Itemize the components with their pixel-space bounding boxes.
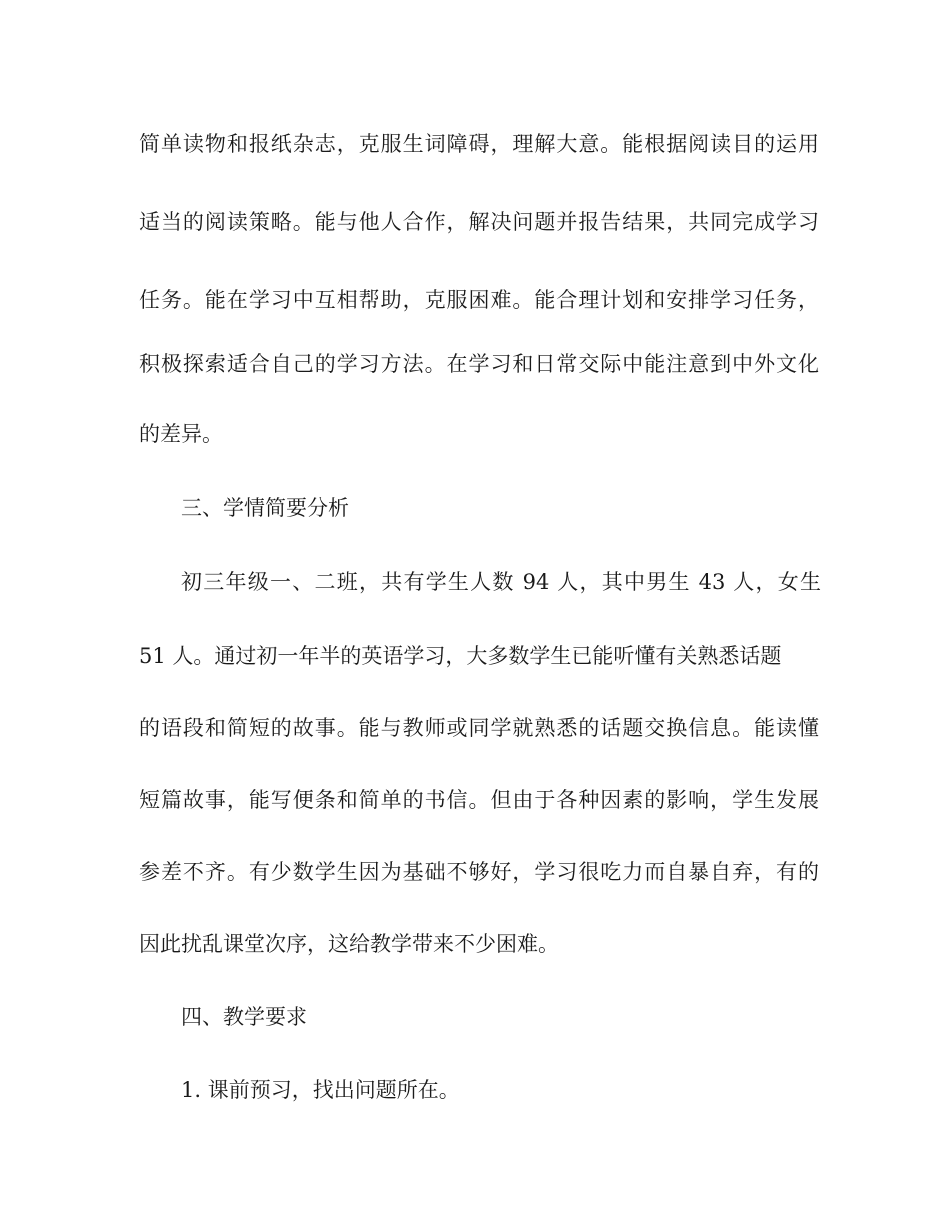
paragraph-line: 的语段和简短的故事。能与教师或同学就熟悉的话题交换信息。能读懂 (139, 716, 819, 740)
paragraph-line: 积极探索适合自己的学习方法。在学习和日常交际中能注意到中外文化 (139, 352, 819, 376)
section-heading-4: 四、教学要求 (181, 1005, 307, 1029)
paragraph-line: 因此扰乱课堂次序，这给教学带来不少困难。 (139, 932, 559, 956)
paragraph-line: 任务。能在学习中互相帮助，克服困难。能合理计划和安排学习任务， (139, 288, 819, 312)
paragraph-line: 初三年级一、二班，共有学生人数 94 人，其中男生 43 人，女生 (181, 570, 821, 594)
paragraph-line: 参差不齐。有少数学生因为基础不够好，学习很吃力而自暴自弃，有的 (139, 860, 819, 884)
paragraph-line: 短篇故事，能写便条和简单的书信。但由于各种因素的影响，学生发展 (139, 788, 819, 812)
paragraph-line: 51 人。通过初一年半的英语学习，大多数学生已能听懂有关熟悉话题 (139, 644, 782, 668)
paragraph-line: 适当的阅读策略。能与他人合作，解决问题并报告结果，共同完成学习 (139, 210, 819, 234)
list-item: 1. 课前预习，找出问题所在。 (181, 1078, 460, 1102)
section-heading-3: 三、学情简要分析 (181, 496, 349, 520)
paragraph-line: 的差异。 (139, 422, 223, 446)
paragraph-line: 简单读物和报纸杂志，克服生词障碍，理解大意。能根据阅读目的运用 (139, 132, 819, 156)
